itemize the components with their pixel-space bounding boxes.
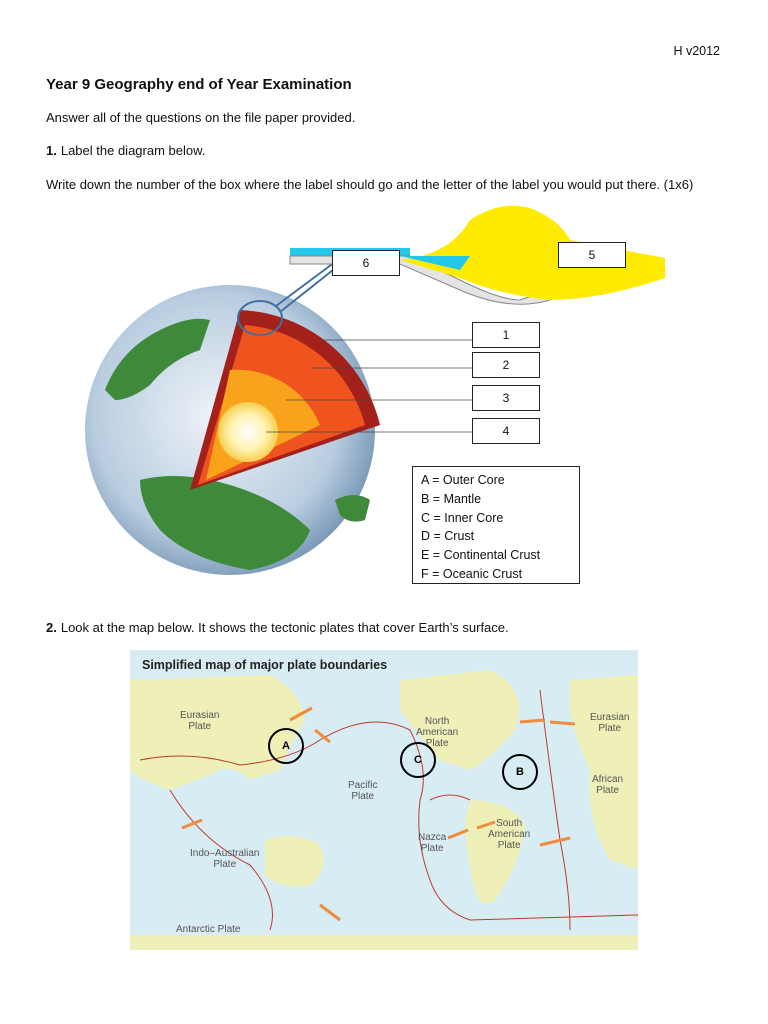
land-australia	[265, 836, 323, 886]
plate-label-north-american: North American Plate	[416, 716, 459, 749]
key-item: B = Mantle	[421, 491, 482, 506]
key-item: C = Inner Core	[421, 510, 504, 525]
label-box-1: 1	[472, 322, 540, 348]
plate-arrow	[550, 722, 575, 724]
plate-label-eurasian-west: Eurasian Plate	[180, 710, 220, 732]
question-1-number: 1.	[46, 143, 57, 158]
plate-label-south-american: South American Plate	[488, 818, 531, 851]
plate-label-pacific: Pacific Plate	[348, 780, 378, 802]
key-item: F = Oceanic Crust	[421, 566, 523, 581]
question-1-text: Write down the number of the box where the label should go and the letter of the label you would put there. (1x6)	[46, 177, 694, 192]
label-box-4: 4	[472, 418, 540, 444]
question-2-number: 2.	[46, 620, 57, 635]
key-item: D = Crust	[421, 529, 475, 544]
plate-label-african: African Plate	[592, 774, 624, 796]
question-1-prompt: Label the diagram below.	[60, 143, 206, 158]
document-reference: H v2012	[673, 44, 720, 58]
map-marker-a: A	[268, 728, 304, 764]
question-2-heading	[46, 620, 509, 635]
page-title: Year 9 Geography end of Year Examination	[46, 76, 352, 93]
plate-label-nazca: Nazca Plate	[418, 832, 447, 854]
key-item: E = Continental Crust	[421, 548, 541, 563]
question-2-prompt: Look at the map below. It shows the tectonic plates that cover Earth’s surface.	[60, 620, 509, 635]
label-box-6: 6	[332, 250, 400, 276]
label-box-2: 2	[472, 352, 540, 378]
plate-boundaries-map	[130, 650, 638, 950]
map-title: Simplified map of major plate boundaries	[142, 658, 388, 672]
label-box-5: 5	[558, 242, 626, 268]
label-box-3: 3	[472, 385, 540, 411]
map-marker-c: C	[400, 742, 436, 778]
map-graphic	[130, 650, 638, 950]
question-1-heading	[46, 143, 205, 158]
land-antarctica	[130, 935, 638, 950]
earth-structure-diagram	[80, 200, 680, 600]
key-item: A = Outer Core	[421, 473, 505, 487]
plate-arrow	[520, 720, 545, 722]
label-key	[412, 466, 580, 584]
plate-label-antarctic: Antarctic Plate	[176, 924, 241, 935]
plate-label-eurasian-east: Eurasian Plate	[590, 712, 630, 734]
plate-label-indo-australian: Indo–Australian Plate	[190, 848, 260, 870]
map-marker-b: B	[502, 754, 538, 790]
instructions: Answer all of the questions on the file paper provided.	[46, 110, 356, 125]
